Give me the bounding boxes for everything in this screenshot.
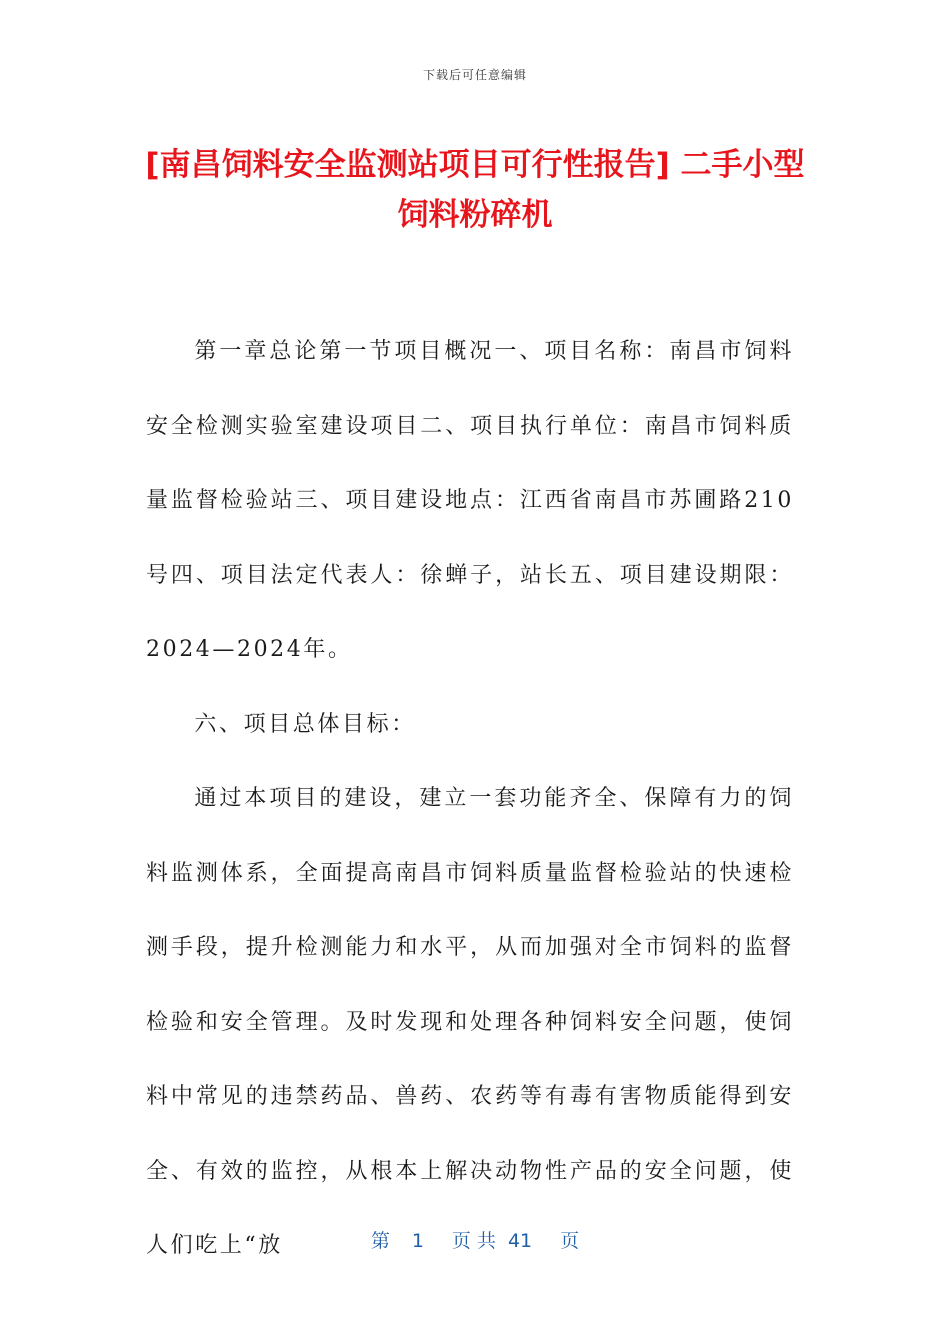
footer-page-suffix: 页: [560, 1230, 580, 1252]
footer-page-number: 1: [411, 1230, 424, 1252]
paragraph-project-overview: 第一章总论第一节项目概况一、项目名称：南昌市饲料安全检测实验室建设项目二、项目执行单位：南昌市饲料质量监督检验站三、项目建设地点：江西省南昌市苏圃路210号四、项目法定代表人：徐蝉子，站长五、项目建设期限：2024—2024年。: [146, 339, 794, 662]
document-title: [南昌饲料安全监测站项目可行性报告] 二手小型饲料粉碎机: [145, 147, 805, 233]
paragraph-overall-goal-body: 通过本项目的建设，建立一套功能齐全、保障有力的饲料监测体系，全面提高南昌市饲料质量监督检验站的快速检测手段，提升检测能力和水平，从而加强对全市饲料的监督检验和安全管理。及时发现和处理各种饲料安全问题，使饲料中常见的违禁药品、兽药、农药等有毒有害物质能得到安全、有效的监控，从根本上解决动物性产品的安全问题，使人们吃上“放: [146, 786, 794, 1258]
page-footer: [0, 1226, 950, 1253]
document-body: [146, 315, 794, 1284]
header-note: 下载后可任意编辑: [422, 68, 527, 82]
paragraph-overall-goal-heading: 六、项目总体目标：: [194, 711, 416, 737]
footer-total-pages: 41: [507, 1230, 533, 1252]
footer-page-prefix: 第: [370, 1230, 390, 1252]
footer-page-middle: 页 共: [451, 1230, 496, 1252]
